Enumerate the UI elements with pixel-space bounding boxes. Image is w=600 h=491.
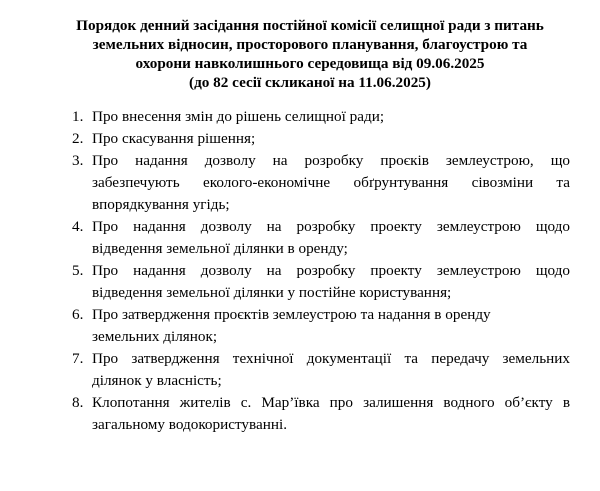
agenda-item-1 xyxy=(72,106,570,128)
agenda-item-text-line-1: Про надання дозволу на розробку проєків землеустрою, що xyxy=(92,152,570,169)
agenda-heading xyxy=(40,16,580,92)
agenda-item-text-line-1: Про затвердження технічної документації та передачу земельних xyxy=(92,350,570,367)
agenda-item-text-line-1: Про надання дозволу на розробку проекту землеустрою щодо xyxy=(92,218,570,235)
agenda-item-number: 6. xyxy=(72,306,84,323)
agenda-item-text-line-2: земельних ділянок; xyxy=(92,328,218,345)
agenda-item-number: 7. xyxy=(72,350,84,367)
agenda-item-7 xyxy=(72,348,570,392)
agenda-item-text-line-2: відведення земельної ділянки в оренду; xyxy=(92,240,348,257)
agenda-item-8 xyxy=(72,392,570,436)
agenda-item-3 xyxy=(72,150,570,216)
agenda-item-text-line-1: Про затвердження проєктів землеустрою та надання в оренду xyxy=(92,306,491,323)
agenda-item-text-line-3: впорядкування угідь; xyxy=(92,196,230,213)
agenda-item-text: Про внесення змін до рішень селищної ради; xyxy=(92,108,385,125)
agenda-item-text-line-2: загальному водокористуванні. xyxy=(92,416,288,433)
agenda-item-number: 1. xyxy=(72,108,84,125)
agenda-item-4 xyxy=(72,216,570,260)
agenda-item-number: 2. xyxy=(72,130,84,147)
heading-line-4: (до 82 сесії скликаної на 11.06.2025) xyxy=(189,74,431,91)
agenda-item-text-line-1: Клопотання жителів с. Мар’їв​ка про залишення водного об’єкту в xyxy=(92,394,570,411)
heading-line-3: охорони навколишнього середовища від 09.06.2025 xyxy=(135,55,485,72)
heading-line-2: земельних відносин, просторового планування, благоустрою та xyxy=(92,36,528,53)
agenda-item-text: Про скасування рішення; xyxy=(92,130,256,147)
agenda-item-text-line-2: забезпечують еколого-економічне обґрунтування сівозміни та xyxy=(92,174,570,191)
agenda-item-6 xyxy=(72,304,570,348)
agenda-item-number: 5. xyxy=(72,262,84,279)
heading-line-1: Порядок денний засідання постійної комісії селищної ради з питань xyxy=(76,17,544,34)
agenda-item-number: 4. xyxy=(72,218,84,235)
agenda-item-2 xyxy=(72,128,570,150)
agenda-list xyxy=(72,106,570,436)
agenda-item-number: 8. xyxy=(72,394,84,411)
agenda-item-text-line-2: відведення земельної ділянки у постійне користування; xyxy=(92,284,452,301)
agenda-item-text-line-1: Про надання дозволу на розробку проекту землеустрою щодо xyxy=(92,262,570,279)
agenda-item-5 xyxy=(72,260,570,304)
agenda-item-text-line-2: ділянок у власність; xyxy=(92,372,222,389)
agenda-item-number: 3. xyxy=(72,152,84,169)
